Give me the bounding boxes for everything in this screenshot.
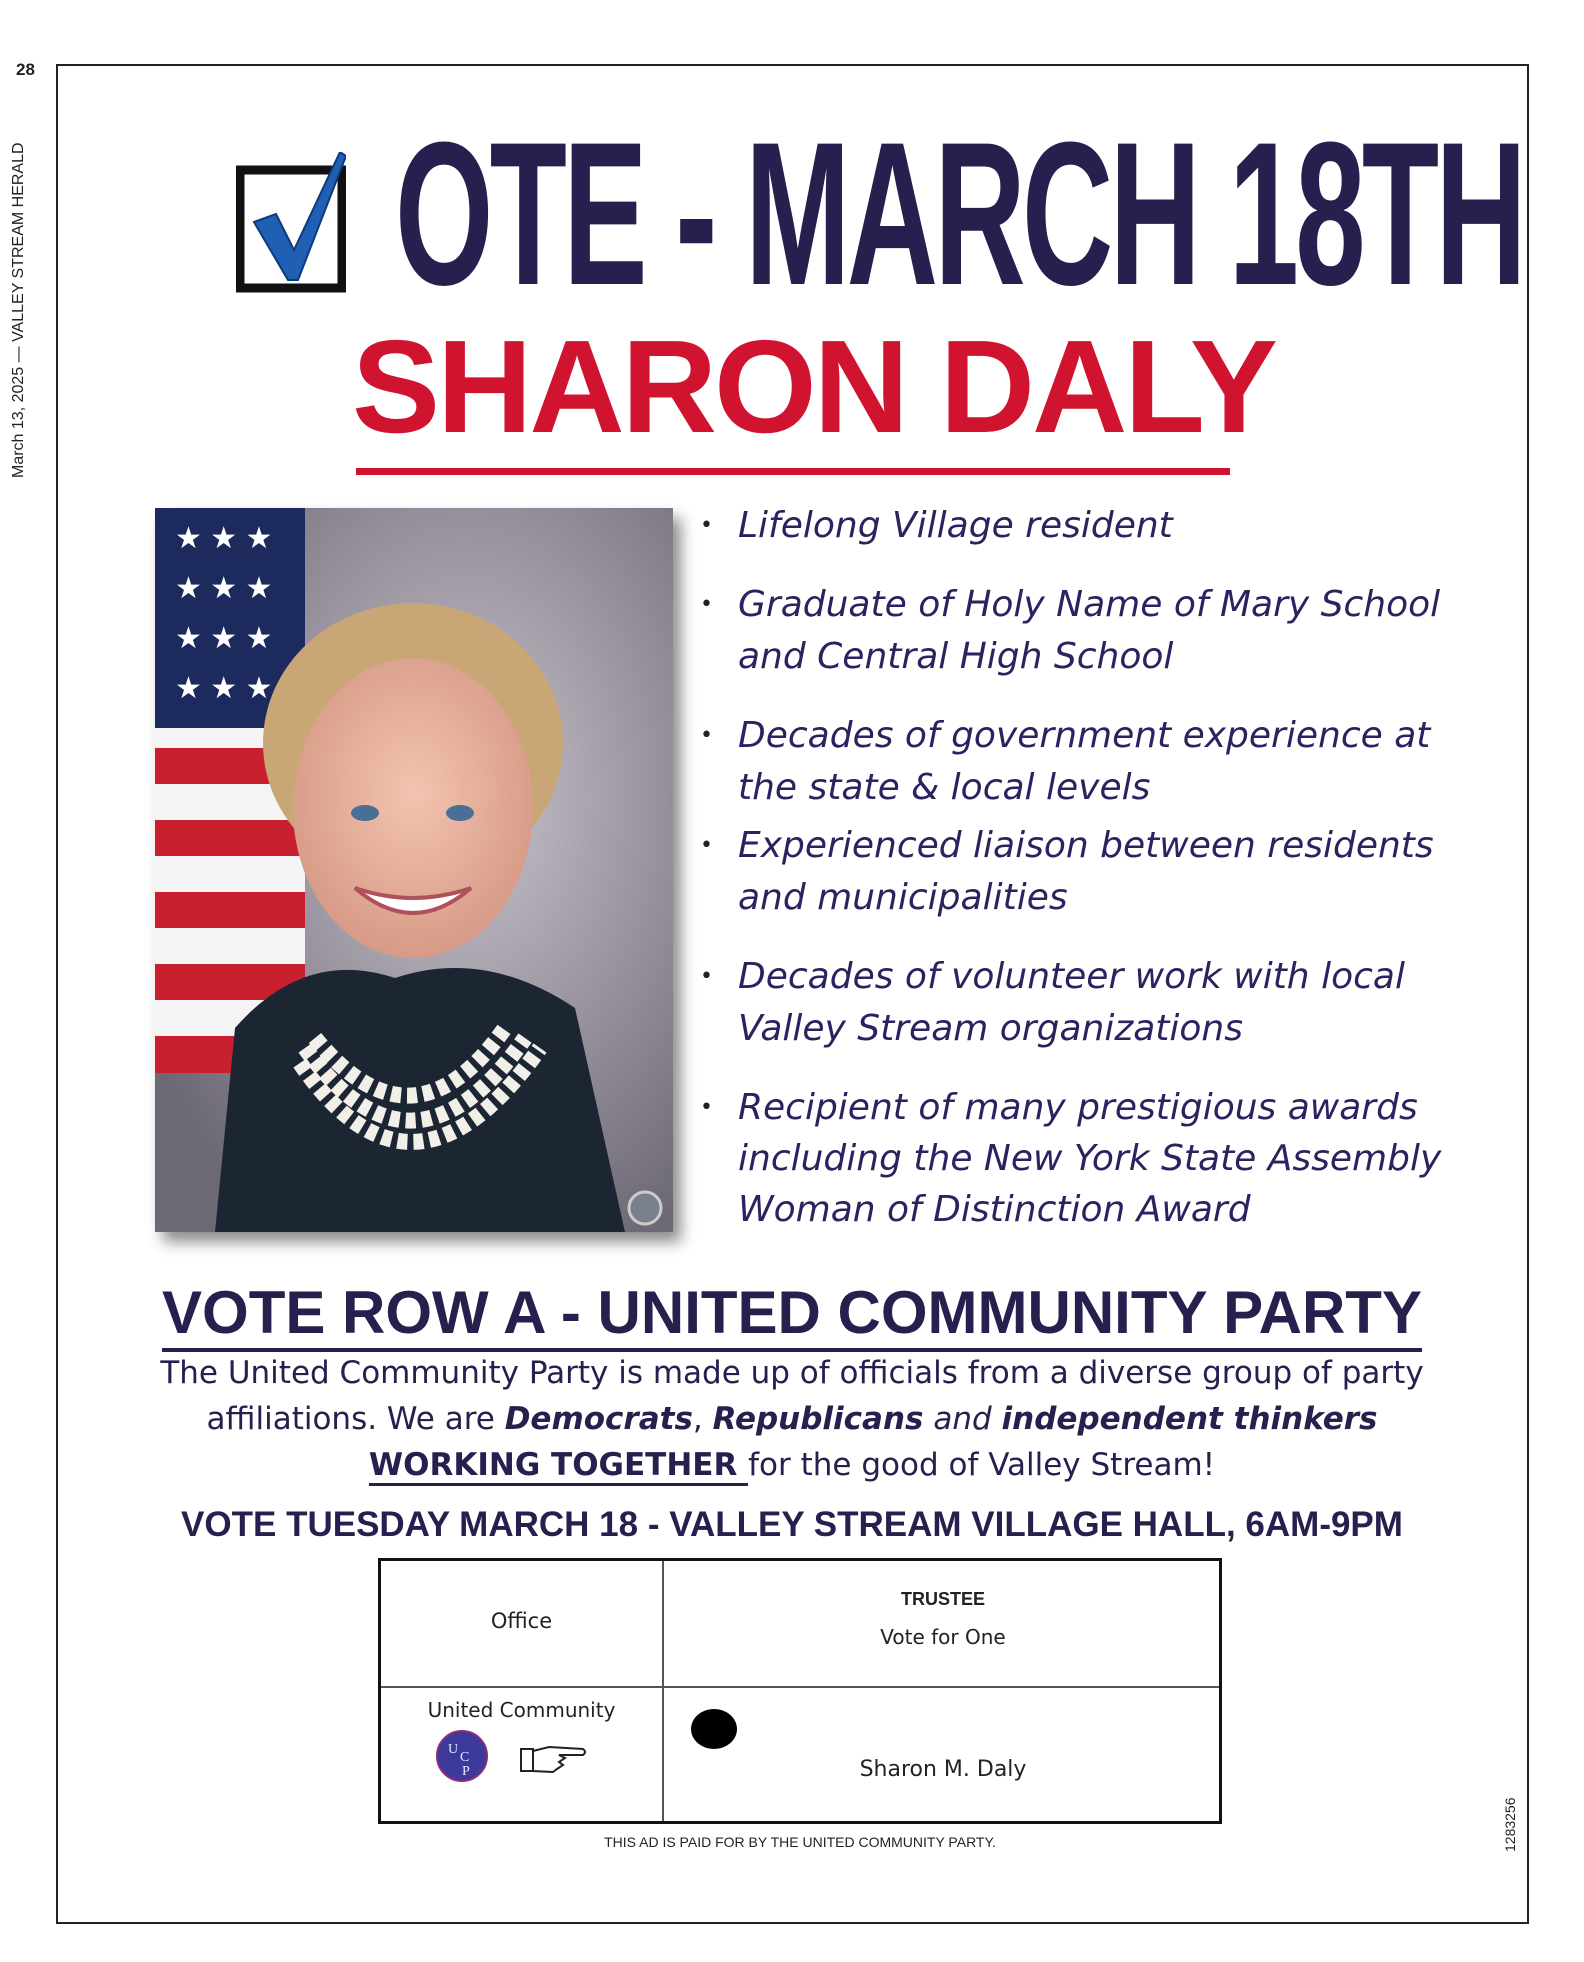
qualifications-list [700, 500, 1460, 1235]
row-a-text: VOTE ROW A - UNITED COMMUNITY PARTY [162, 1279, 1422, 1352]
checkmark-box-icon [236, 152, 346, 294]
description-intro: The United Community Party is made up of officials from a diverse group of party affiliations. We are [160, 1355, 1424, 1437]
description-closing: for the good of Valley Stream! [748, 1447, 1216, 1483]
independents-text: independent thinkers [1001, 1401, 1378, 1437]
pointing-hand-icon [519, 1741, 587, 1775]
svg-text:★ ★ ★: ★ ★ ★ [175, 522, 273, 555]
svg-text:★ ★ ★: ★ ★ ★ [175, 672, 273, 705]
svg-text:★ ★ ★: ★ ★ ★ [175, 572, 273, 605]
description-and: and [923, 1401, 1002, 1437]
svg-text:U: U [448, 1742, 459, 1757]
ad-id: 1283256 [1502, 1797, 1518, 1852]
candidate-name-headline: SHARON DALY [352, 313, 1275, 460]
ballot-candidate-name: Sharon M. Daly [859, 1757, 1027, 1782]
row-a-heading [110, 1278, 1474, 1348]
ballot-filled-oval [691, 1709, 737, 1749]
publication-sidebar: March 13, 2025 — VALLEY STREAM HERALD [10, 142, 27, 478]
party-description [110, 1350, 1474, 1488]
headline-underline [356, 468, 1230, 475]
ballot-office-label: Office [490, 1609, 553, 1633]
republicans-text: Republicans [712, 1401, 924, 1437]
svg-text:P: P [462, 1764, 470, 1779]
ballot-vote-for: Vote for One [880, 1625, 1006, 1649]
bullet-item: • Graduate of Holy Name of Mary School and Central High School [700, 579, 1460, 683]
description-comma: , [692, 1401, 713, 1437]
sample-ballot [378, 1558, 1222, 1824]
candidate-photo [155, 508, 673, 1232]
working-together-text: WORKING TOGETHER [369, 1447, 748, 1486]
bullet-item: • Recipient of many prestigious awards including the New York State Assembly Woman of Distinction Award [700, 1082, 1460, 1235]
bullet-item: • Decades of government experience at the state & local levels [700, 710, 1460, 814]
democrats-text: Democrats [504, 1401, 693, 1437]
ballot-office-title: TRUSTEE [900, 1589, 985, 1609]
svg-text:C: C [460, 1750, 470, 1765]
bullet-item: • Lifelong Village resident [700, 500, 1460, 552]
page-number: 28 [16, 60, 35, 79]
ballot-party-name: United Community [427, 1698, 616, 1722]
ucp-logo-icon [435, 1729, 489, 1783]
vote-date-headline: OTE - MARCH 18TH [395, 100, 1524, 328]
paid-for-disclaimer: THIS AD IS PAID FOR BY THE UNITED COMMUNITY PARTY. [604, 1834, 996, 1850]
bullet-item: • Experienced liaison between residents and municipalities [700, 820, 1460, 924]
vote-when-line: VOTE TUESDAY MARCH 18 - VALLEY STREAM VILLAGE HALL, 6AM-9PM [181, 1505, 1403, 1544]
ballot-divider [381, 1686, 1219, 1688]
bullet-item: • Decades of volunteer work with local Valley Stream organizations [700, 951, 1460, 1055]
svg-text:★ ★ ★: ★ ★ ★ [175, 622, 273, 655]
